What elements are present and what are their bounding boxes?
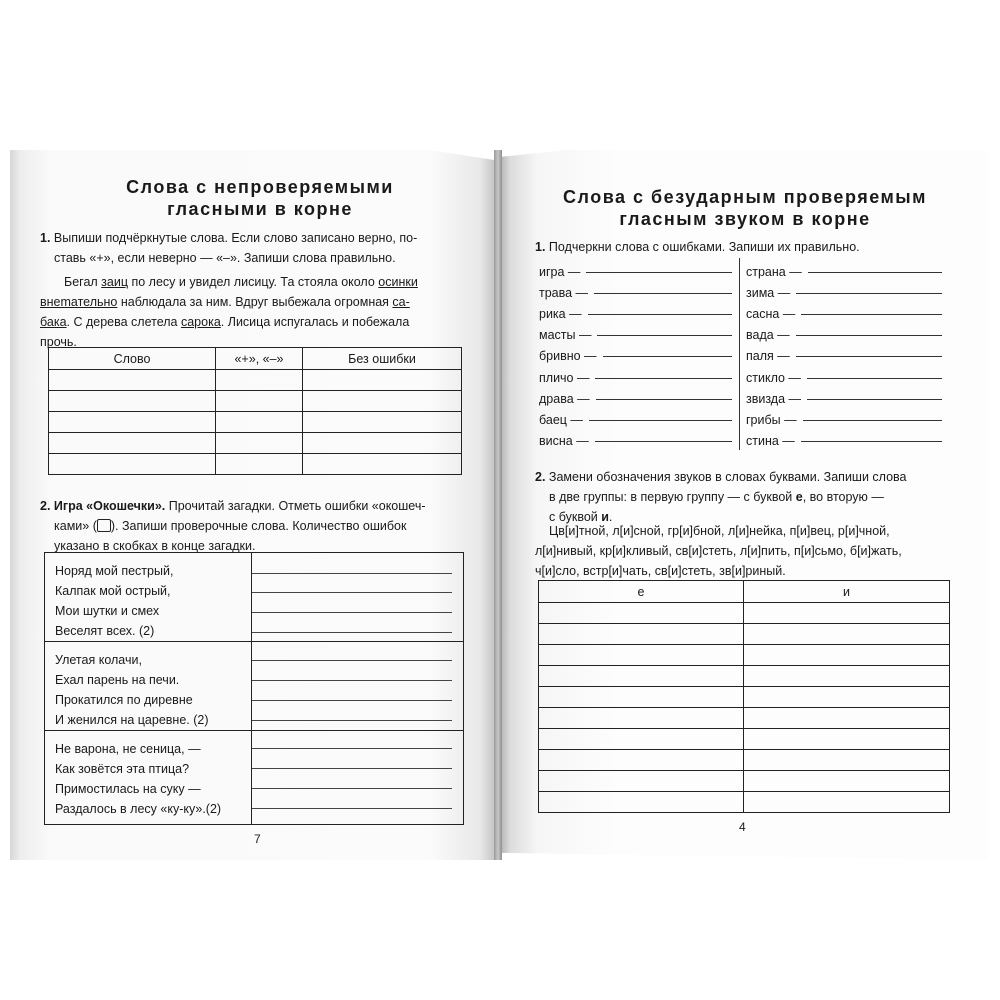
word-row xyxy=(539,388,732,409)
word-text: баец — xyxy=(539,412,583,427)
instruction-text: Прочитай загадки. Отметь ошибки «окошеч- xyxy=(165,499,426,513)
underlined-word: заиц xyxy=(101,275,128,289)
answer-line[interactable] xyxy=(252,612,452,613)
instruction-text: , во вторую — xyxy=(802,490,884,504)
table-cell[interactable] xyxy=(539,792,744,813)
text-fragment: прочь. xyxy=(40,335,77,349)
text-fragment: . Лисица испугалась и побежала xyxy=(220,315,410,329)
answer-cell[interactable] xyxy=(252,642,464,731)
word-row xyxy=(746,303,942,324)
answer-line[interactable] xyxy=(808,271,942,273)
riddle-line-text: Ехал парень на печи. xyxy=(55,673,180,687)
underlined-word: са- xyxy=(392,295,410,309)
game-title: Игра «Окошечки». xyxy=(53,499,166,513)
word-text: рика — xyxy=(539,306,582,321)
riddle-line-text: И женился на царевне. (2) xyxy=(55,713,209,727)
letter-e: е xyxy=(795,490,803,504)
table-cell[interactable] xyxy=(744,603,950,624)
riddle-line-text: Веселят всех. (2) xyxy=(55,624,155,638)
right-task2-words xyxy=(535,521,955,581)
instruction-text: указано в скобках в конце загадки. xyxy=(54,539,256,553)
word-text: зима — xyxy=(746,285,791,300)
text-fragment: наблюдала за ним. Вдруг выбежала огромная xyxy=(117,295,393,309)
right-task2-instruction xyxy=(535,467,955,527)
instruction-text: . xyxy=(608,510,613,524)
table-cell[interactable] xyxy=(539,624,744,645)
answer-line[interactable] xyxy=(252,720,452,721)
answer-line[interactable] xyxy=(807,398,942,400)
left-page-number: 7 xyxy=(254,832,261,846)
instruction-text: ). Запиши проверочные слова. Количество ошибок xyxy=(110,519,407,533)
word-row xyxy=(539,303,732,324)
table-cell[interactable] xyxy=(303,412,462,433)
answer-cell[interactable] xyxy=(252,553,464,642)
answer-line[interactable] xyxy=(807,377,942,379)
table-cell[interactable] xyxy=(744,729,950,750)
word-row xyxy=(539,346,732,367)
instruction-text: Подчеркни слова с ошибками. Запиши их правильно. xyxy=(548,240,860,254)
task-number: 1. xyxy=(40,231,51,245)
riddle-cell xyxy=(45,553,252,642)
table-header: Слово xyxy=(49,348,216,370)
right-task1-instruction xyxy=(535,237,955,257)
table-cell[interactable] xyxy=(744,645,950,666)
word-row xyxy=(746,388,942,409)
book-spine xyxy=(494,150,502,860)
table-cell[interactable] xyxy=(539,603,744,624)
word-text: драва — xyxy=(539,391,590,406)
table-cell[interactable] xyxy=(49,391,216,412)
riddle-line-text: Калпак мой острый, xyxy=(55,584,171,598)
answer-line[interactable] xyxy=(589,419,732,421)
left-title-line2: гласными в корне xyxy=(167,199,353,219)
table-cell[interactable] xyxy=(744,708,950,729)
underlined-word: сарока xyxy=(180,315,221,329)
left-task2-instruction xyxy=(40,496,465,556)
riddle-cell xyxy=(45,642,252,731)
answer-line[interactable] xyxy=(252,788,452,789)
table-cell[interactable] xyxy=(539,771,744,792)
word-row xyxy=(746,282,942,303)
table-cell[interactable] xyxy=(744,771,950,792)
answer-line[interactable] xyxy=(801,440,942,442)
table-cell[interactable] xyxy=(303,370,462,391)
right-title-line2: гласным звуком в корне xyxy=(619,209,871,229)
table-header: Без ошибки xyxy=(303,348,462,370)
left-task1-table xyxy=(48,347,462,475)
answer-line[interactable] xyxy=(796,292,942,294)
table-cell[interactable] xyxy=(539,687,744,708)
table-cell[interactable] xyxy=(539,750,744,771)
table-cell[interactable] xyxy=(49,412,216,433)
table-cell[interactable] xyxy=(539,708,744,729)
riddle-cell xyxy=(45,731,252,825)
table-cell[interactable] xyxy=(303,391,462,412)
table-header: е xyxy=(539,581,744,603)
word-text: грибы — xyxy=(746,412,797,427)
word-text: игра — xyxy=(539,264,581,279)
riddle-line-text: Мои шутки и смех xyxy=(55,604,160,618)
word-row xyxy=(539,261,732,282)
table-cell[interactable] xyxy=(744,687,950,708)
task-number: 1. xyxy=(535,240,546,254)
word-row xyxy=(746,325,942,346)
table-cell[interactable] xyxy=(216,412,303,433)
word-row xyxy=(746,367,942,388)
table-cell[interactable] xyxy=(49,454,216,475)
instruction-text: Замени обозначения звуков в словах буквами. Запиши слова xyxy=(548,470,907,484)
left-title xyxy=(60,176,460,220)
word-text: трава — xyxy=(539,285,589,300)
word-text: пличо — xyxy=(539,370,590,385)
word-text: висна — xyxy=(539,434,589,449)
word-row xyxy=(539,409,732,430)
answer-cell[interactable] xyxy=(252,731,464,825)
window-box-icon xyxy=(97,519,111,532)
table-cell[interactable] xyxy=(216,391,303,412)
instruction-text: в две группы: в первую группу — с буквой xyxy=(549,490,796,504)
letter-i: и xyxy=(601,510,609,524)
answer-line[interactable] xyxy=(595,440,732,442)
word-row xyxy=(539,367,732,388)
text-fragment: . С дерева слетела xyxy=(66,315,181,329)
underlined-word: внеmательно xyxy=(40,295,118,309)
word-text: паля — xyxy=(746,349,790,364)
word-row xyxy=(539,431,732,452)
table-cell[interactable] xyxy=(539,645,744,666)
word-row xyxy=(539,325,732,346)
column-divider xyxy=(739,258,740,450)
word-row xyxy=(746,346,942,367)
answer-line[interactable] xyxy=(796,334,942,336)
answer-line[interactable] xyxy=(796,355,942,357)
word-row xyxy=(539,282,732,303)
task-number: 2. xyxy=(40,499,51,513)
left-task1-text xyxy=(40,272,465,352)
answer-line[interactable] xyxy=(603,355,732,357)
riddle-line-text: Не варона, не сеница, — xyxy=(55,742,201,756)
table-cell[interactable] xyxy=(216,454,303,475)
riddle-line-text: Прокатился по диревне xyxy=(55,693,193,707)
riddle-line-text: Примостилась на суку — xyxy=(55,782,201,796)
word-row xyxy=(746,431,942,452)
answer-line[interactable] xyxy=(586,271,732,273)
task-number: 2. xyxy=(535,470,546,484)
answer-line[interactable] xyxy=(801,313,942,315)
words-line: Цв[и]тной, л[и]сной, гр[и]бной, л[и]нейка, п[и]вец, р[и]чной, xyxy=(549,524,890,538)
word-text: сасна — xyxy=(746,306,796,321)
table-cell[interactable] xyxy=(539,729,744,750)
table-cell[interactable] xyxy=(303,433,462,454)
riddle-line-text: Как зовётся эта птица? xyxy=(55,762,190,776)
right-page-number: 4 xyxy=(739,820,746,834)
left-task1-instruction xyxy=(40,228,465,268)
answer-line[interactable] xyxy=(252,660,452,661)
instruction-text: с буквой xyxy=(549,510,602,524)
word-text: стикло — xyxy=(746,370,801,385)
table-cell[interactable] xyxy=(744,750,950,771)
instruction-text: ставь «+», если неверно — «–». Запиши слова правильно. xyxy=(54,251,396,265)
word-row xyxy=(746,409,942,430)
answer-line[interactable] xyxy=(252,632,452,633)
answer-line[interactable] xyxy=(252,592,452,593)
table-cell[interactable] xyxy=(216,370,303,391)
answer-line[interactable] xyxy=(596,398,732,400)
answer-line[interactable] xyxy=(252,808,452,809)
word-text: страна — xyxy=(746,264,802,279)
table-cell[interactable] xyxy=(539,666,744,687)
table-header: «+», «–» xyxy=(216,348,303,370)
riddle-line-text: Улетая колачи, xyxy=(55,653,142,667)
right-task2-table xyxy=(538,580,950,813)
answer-line[interactable] xyxy=(595,377,732,379)
word-row xyxy=(746,261,942,282)
answer-line[interactable] xyxy=(252,700,452,701)
underlined-word: бака xyxy=(40,315,67,329)
table-cell[interactable] xyxy=(744,666,950,687)
table-cell[interactable] xyxy=(744,792,950,813)
answer-line[interactable] xyxy=(252,768,452,769)
word-text: стина — xyxy=(746,434,795,449)
word-text: бривно — xyxy=(539,349,597,364)
word-text: вада — xyxy=(746,328,790,343)
right-title-line1: Слова с безударным проверяемым xyxy=(563,187,927,207)
words-line: ч[и]сло, встр[и]чать, св[и]стеть, зв[и]риный. xyxy=(535,564,786,578)
words-line: л[и]нивый, кр[и]кливый, св[и]стеть, л[и]пить, п[и]сьмо, б[и]жать, xyxy=(535,544,902,558)
table-cell[interactable] xyxy=(216,433,303,454)
word-text: масты — xyxy=(539,328,592,343)
table-cell[interactable] xyxy=(744,624,950,645)
table-header: и xyxy=(744,581,950,603)
table-cell[interactable] xyxy=(49,370,216,391)
right-title xyxy=(530,186,960,230)
answer-line[interactable] xyxy=(588,313,732,315)
left-title-line1: Слова с непроверяемыми xyxy=(126,177,394,197)
word-text: звизда — xyxy=(746,391,802,406)
text-fragment: по лесу и увидел лисицу. Та стояла около xyxy=(128,275,379,289)
underlined-word: осинки xyxy=(378,275,418,289)
answer-line[interactable] xyxy=(252,680,452,681)
table-cell[interactable] xyxy=(303,454,462,475)
instruction-text: Выпиши подчёркнутые слова. Если слово записано верно, по- xyxy=(53,231,418,245)
answer-line[interactable] xyxy=(803,419,942,421)
riddle-line-text: Норяд мой пестрый, xyxy=(55,564,174,578)
riddle-line-text: Раздалось в лесу «ку-ку».(2) xyxy=(55,802,222,816)
answer-line[interactable] xyxy=(252,748,452,749)
answer-line[interactable] xyxy=(594,292,732,294)
text-fragment: Бегал xyxy=(64,275,102,289)
answer-line[interactable] xyxy=(252,573,452,574)
answer-line[interactable] xyxy=(597,334,732,336)
table-cell[interactable] xyxy=(49,433,216,454)
instruction-text: ками» ( xyxy=(54,519,97,533)
